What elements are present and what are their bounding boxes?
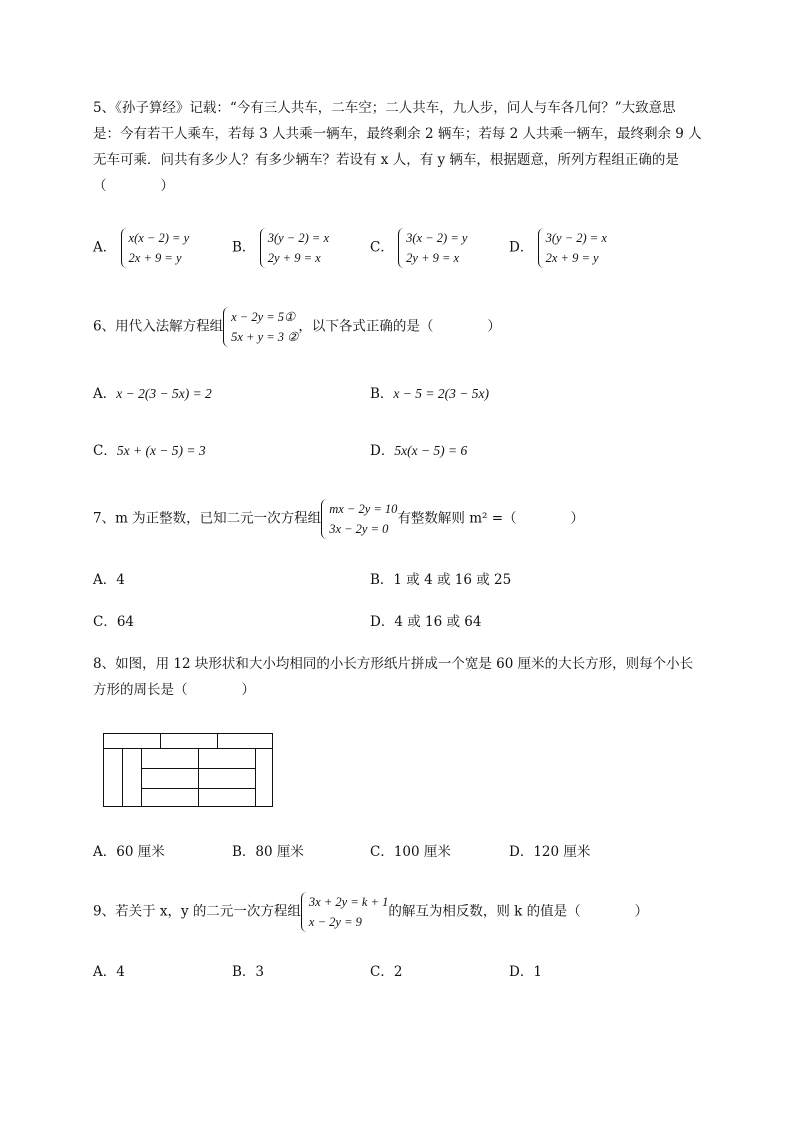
small-rectangle — [122, 748, 142, 807]
q6-question — [93, 307, 501, 347]
q6-prefix: 6、用代入法解方程组 — [93, 318, 224, 335]
option-label: D． — [370, 443, 395, 459]
option-text: 100 厘米 — [393, 844, 451, 860]
equation-system — [121, 228, 190, 268]
option-label: D． — [509, 239, 534, 256]
small-rectangle — [141, 748, 199, 769]
option-text: 64 — [116, 614, 135, 630]
q6-option-b[interactable] — [370, 384, 489, 404]
option-text: 5x + (x − 5) = 3 — [116, 443, 206, 458]
small-rectangle — [103, 733, 161, 749]
small-rectangle — [160, 733, 218, 749]
equation-system — [223, 307, 298, 347]
equation: 3x − 2y = 0 — [329, 522, 389, 536]
option-label: A． — [93, 239, 117, 256]
q9-prefix: 9、若关于 x，y 的二元一次方程组 — [93, 903, 301, 920]
option-text: x − 5 = 2(3 − 5x) — [393, 386, 489, 401]
option-text: 120 厘米 — [533, 844, 591, 860]
q8-option-c[interactable] — [370, 842, 451, 862]
option-label: B． — [370, 386, 394, 402]
q6-option-d[interactable] — [370, 441, 467, 461]
equation: 2x + 9 = y — [128, 251, 182, 265]
q9-suffix: 的解互为相反数，则 k 的值是（ ） — [388, 903, 649, 920]
q7-prefix: 7、m 为正整数，已知二元一次方程组 — [93, 510, 322, 527]
option-text: 80 厘米 — [255, 844, 304, 860]
q8-text-line1: 8、如图，用 12 块形状和大小均相同的小长方形纸片拼成一个宽是 60 厘米的大长方形，则每个小长 — [93, 656, 694, 672]
option-label: A． — [93, 386, 117, 402]
option-text: 60 厘米 — [116, 844, 165, 860]
equation: 2x + 9 = y — [545, 251, 599, 265]
q5-option-c[interactable] — [370, 228, 467, 268]
option-label: D． — [370, 614, 395, 630]
option-label: D． — [509, 844, 534, 860]
small-rectangle — [217, 733, 273, 749]
equation: x(x − 2) = y — [128, 231, 190, 245]
q7-question — [93, 499, 584, 539]
equation-system — [398, 228, 467, 268]
option-label: D． — [509, 964, 534, 980]
q9-option-c[interactable] — [370, 962, 402, 982]
option-text: x − 2(3 − 5x) = 2 — [116, 386, 212, 401]
option-label: B． — [370, 572, 394, 588]
equation: 3(x − 2) = y — [406, 231, 468, 245]
option-label: A． — [93, 964, 117, 980]
q5-option-b[interactable] — [232, 228, 329, 268]
q5-answer-blank: （ ） — [93, 178, 174, 194]
q6-option-a[interactable] — [93, 384, 212, 404]
equation: x − 2y = 9 — [308, 915, 362, 929]
q8-text-line2: 方形的周长是（ ） — [93, 682, 255, 698]
q8-option-a[interactable] — [93, 842, 165, 862]
option-text: 5x(x − 5) = 6 — [394, 443, 468, 458]
option-label: C． — [370, 964, 394, 980]
equation: 3(y − 2) = x — [545, 231, 607, 245]
small-rectangle — [141, 768, 199, 789]
equation-system — [260, 228, 329, 268]
equation: 2y + 9 = x — [406, 251, 460, 265]
q5-text-line2: 是：今有若干人乘车，若每 3 人共乘一辆车，最终剩余 2 辆车；若每 2 人共乘一辆车，最终剩余 9 人 — [93, 126, 702, 142]
small-rectangle — [255, 748, 273, 807]
q7-option-b[interactable] — [370, 570, 511, 590]
option-label: B． — [232, 239, 256, 256]
equation: 2y + 9 = x — [267, 251, 321, 265]
option-text: 1 — [533, 964, 542, 980]
option-text: 1 或 4 或 16 或 25 — [393, 572, 512, 588]
q5-text-line3: 无车可乘．问共有多少人？有多少辆车？若设有 x 人，有 y 辆车，根据题意，所列方程组正确的是 — [93, 152, 679, 168]
q9-question — [93, 892, 648, 932]
q9-option-d[interactable] — [509, 962, 542, 982]
q8-option-d[interactable] — [509, 842, 590, 862]
equation-system — [321, 499, 397, 539]
option-text: 2 — [393, 964, 403, 980]
option-text: 4 — [116, 964, 125, 980]
equation: 3x + 2y = k + 1 — [308, 895, 389, 909]
small-rectangle — [198, 768, 256, 789]
q6-option-c[interactable] — [93, 441, 206, 461]
q7-suffix: 有整数解则 m² =（ ） — [397, 510, 585, 527]
option-label: C． — [370, 844, 394, 860]
option-text: 4 — [116, 572, 125, 588]
q6-suffix: ，以下各式正确的是（ ） — [298, 318, 501, 335]
equation-system — [301, 892, 388, 932]
q9-option-b[interactable] — [232, 962, 264, 982]
option-label: B． — [232, 964, 256, 980]
q7-option-c[interactable] — [93, 612, 134, 632]
equation: mx − 2y = 10 — [329, 502, 398, 516]
equation-system — [538, 228, 607, 268]
option-label: A． — [93, 844, 117, 860]
q7-option-a[interactable] — [93, 570, 125, 590]
option-label: C． — [93, 443, 117, 459]
small-rectangle — [198, 788, 256, 807]
q5-text-line1: 5、《孙子算经》记载：“今有三人共车，二车空；二人共车，九人步，问人与车各几何？”大致意思 — [93, 100, 676, 116]
option-text: 4 或 16 或 64 — [394, 614, 482, 630]
option-label: C． — [93, 614, 117, 630]
small-rectangle — [103, 748, 123, 807]
option-label: B． — [232, 844, 256, 860]
option-label: A． — [93, 572, 117, 588]
equation: x − 2y = 5① — [231, 310, 296, 324]
option-label: C． — [370, 239, 394, 256]
q5-option-a[interactable] — [93, 228, 189, 268]
q7-option-d[interactable] — [370, 612, 481, 632]
rectangles-figure — [103, 733, 273, 807]
option-text: 3 — [255, 964, 265, 980]
small-rectangle — [198, 748, 256, 769]
small-rectangle — [141, 788, 199, 807]
q9-option-a[interactable] — [93, 962, 125, 982]
equation: 3(y − 2) = x — [267, 231, 330, 245]
equation: 5x + y = 3 ② — [231, 330, 299, 344]
q8-option-b[interactable] — [232, 842, 304, 862]
q5-option-d[interactable] — [509, 228, 607, 268]
